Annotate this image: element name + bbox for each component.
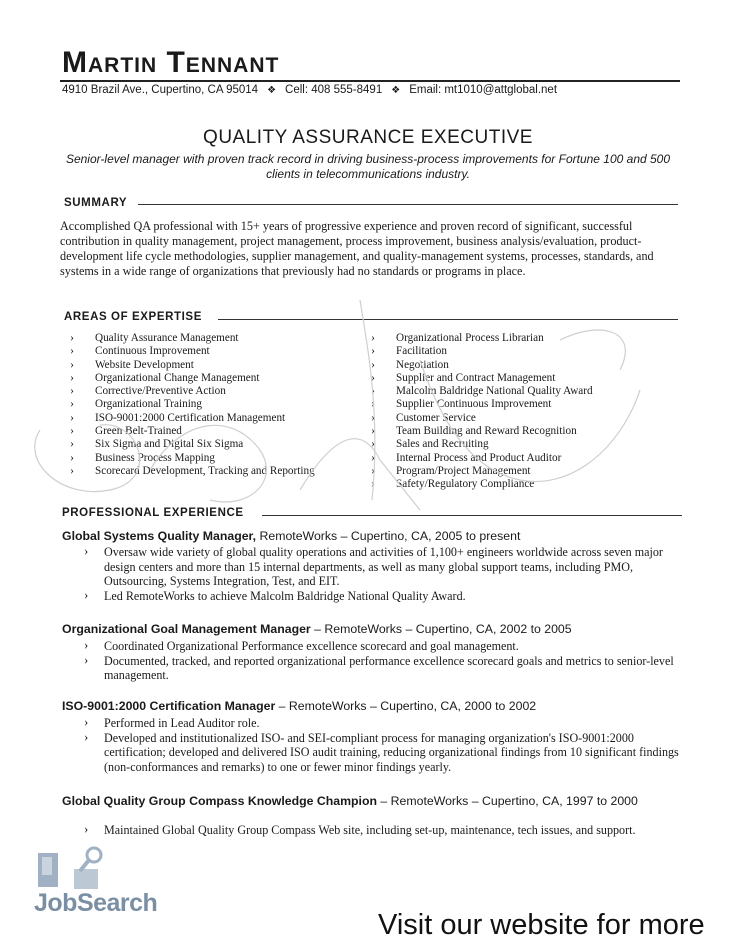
list-item: › Website Development bbox=[70, 359, 315, 372]
job-heading bbox=[62, 699, 536, 713]
list-item: › Malcolm Baldridge National Quality Award bbox=[371, 385, 593, 398]
job-title: Organizational Goal Management Manager bbox=[62, 622, 311, 636]
list-item: › Scorecard Development, Tracking and Reporting bbox=[70, 465, 315, 478]
header-divider bbox=[60, 80, 680, 82]
list-item: › Sales and Recruiting bbox=[371, 438, 593, 451]
list-item: › Negotiation bbox=[371, 359, 593, 372]
job-title: QUALITY ASSURANCE EXECUTIVE bbox=[203, 127, 533, 148]
list-item: › Documented, tracked, and reported organizational performance excellence scorecard goals and metrics to senior-level management. bbox=[60, 654, 680, 683]
job-bullets bbox=[60, 823, 680, 838]
promo-banner[interactable]: Visit our website for more bbox=[378, 909, 705, 941]
list-item: › Quality Assurance Management bbox=[70, 332, 315, 345]
list-item: › Customer Service bbox=[371, 412, 593, 425]
job-bullets bbox=[60, 716, 680, 774]
list-item: › Coordinated Organizational Performance excellence scorecard and goal management. bbox=[60, 639, 680, 654]
list-item: › Organizational Change Management bbox=[70, 372, 315, 385]
job-title: Global Systems Quality Manager, bbox=[62, 529, 257, 543]
list-item: › Business Process Mapping bbox=[70, 452, 315, 465]
expertise-heading: AREAS OF EXPERTISE bbox=[64, 311, 202, 323]
summary-rule bbox=[138, 204, 678, 205]
separator-icon: ❖ bbox=[391, 85, 401, 96]
list-item: › Safety/Regulatory Compliance bbox=[371, 478, 593, 491]
expertise-list-left bbox=[70, 332, 315, 478]
list-item: › ISO-9001:2000 Certification Management bbox=[70, 412, 315, 425]
job-heading bbox=[62, 622, 572, 636]
summary-heading: SUMMARY bbox=[64, 197, 128, 209]
list-item: › Organizational Training bbox=[70, 398, 315, 411]
job-details: RemoteWorks – Cupertino, CA, 2005 to present bbox=[256, 529, 521, 543]
list-item: › Green Belt-Trained bbox=[70, 425, 315, 438]
list-item: › Organizational Process Librarian bbox=[371, 332, 593, 345]
job-title: ISO-9001:2000 Certification Manager bbox=[62, 699, 276, 713]
jobsearch-logo-text: JobSearch bbox=[34, 889, 158, 917]
list-item: › Program/Project Management bbox=[371, 465, 593, 478]
list-item: › Performed in Lead Auditor role. bbox=[60, 716, 680, 731]
cell-phone: Cell: 408 555-8491 bbox=[285, 84, 383, 96]
job-bullets bbox=[60, 545, 680, 603]
list-item: › Supplier and Contract Management bbox=[371, 372, 593, 385]
experience-rule bbox=[262, 515, 682, 516]
list-item: › Facilitation bbox=[371, 345, 593, 358]
expertise-rule bbox=[218, 319, 678, 320]
job-heading bbox=[62, 794, 682, 809]
list-item: › Corrective/Preventive Action bbox=[70, 385, 315, 398]
list-item: › Six Sigma and Digital Six Sigma bbox=[70, 438, 315, 451]
tagline: Senior-level manager with proven track record in driving business-process improvements for Fortune 100 and 500 clients in telecommunications industry. bbox=[65, 152, 671, 181]
list-item: › Oversaw wide variety of global quality operations and activities of 1,100+ engineers worldwide across seven major design centers and more than 15 internal departments, as well as many global support teams, including PMO, Outsourcing, Systems Integration, Test, and EIT. bbox=[60, 545, 680, 589]
separator-icon: ❖ bbox=[267, 85, 277, 96]
job-heading bbox=[62, 529, 520, 543]
summary-text: Accomplished QA professional with 15+ years of progressive experience and proven record of significant, successful contribution in quality management, project management, process improvement, business analysis/evaluation, product-development life cycle methodologies, supplier management, and quality-management systems, processes, standards, and systems in a wide range of organizations that previously had no standards or programs in place. bbox=[60, 219, 654, 278]
address: 4910 Brazil Ave., Cupertino, CA 95014 bbox=[62, 84, 259, 96]
list-item: › Developed and institutionalized ISO- and SEI-compliant process for managing organization's ISO-9001:2000 certification; developed and delivered ISO audit training, reducing organizational findings from 10 significant findings (non-conformances and remarks) to one or fewer minor findings yearly. bbox=[60, 731, 680, 775]
email: Email: mt1010@attglobal.net bbox=[409, 84, 558, 96]
job-details: – RemoteWorks – Cupertino, CA, 2002 to 2005 bbox=[310, 622, 572, 636]
list-item: › Maintained Global Quality Group Compass Web site, including set-up, maintenance, tech issues, and support. bbox=[60, 823, 680, 838]
contact-line bbox=[62, 84, 557, 96]
list-item: › Led RemoteWorks to achieve Malcolm Baldridge National Quality Award. bbox=[60, 589, 680, 604]
experience-heading: PROFESSIONAL EXPERIENCE bbox=[62, 507, 244, 519]
list-item: › Supplier Continuous Improvement bbox=[371, 398, 593, 411]
list-item: › Team Building and Reward Recognition bbox=[371, 425, 593, 438]
job-title: Global Quality Group Compass Knowledge Champion bbox=[62, 794, 377, 808]
list-item: › Continuous Improvement bbox=[70, 345, 315, 358]
job-bullets bbox=[60, 639, 680, 683]
expertise-list-right bbox=[371, 332, 593, 492]
job-details: – RemoteWorks – Cupertino, CA, 1997 to 2000 bbox=[376, 794, 638, 808]
jobsearch-logo-icon bbox=[36, 845, 106, 893]
job-details: – RemoteWorks – Cupertino, CA, 2000 to 2002 bbox=[275, 699, 537, 713]
list-item: › Internal Process and Product Auditor bbox=[371, 452, 593, 465]
resume-name: Martin Tennant bbox=[62, 46, 280, 79]
